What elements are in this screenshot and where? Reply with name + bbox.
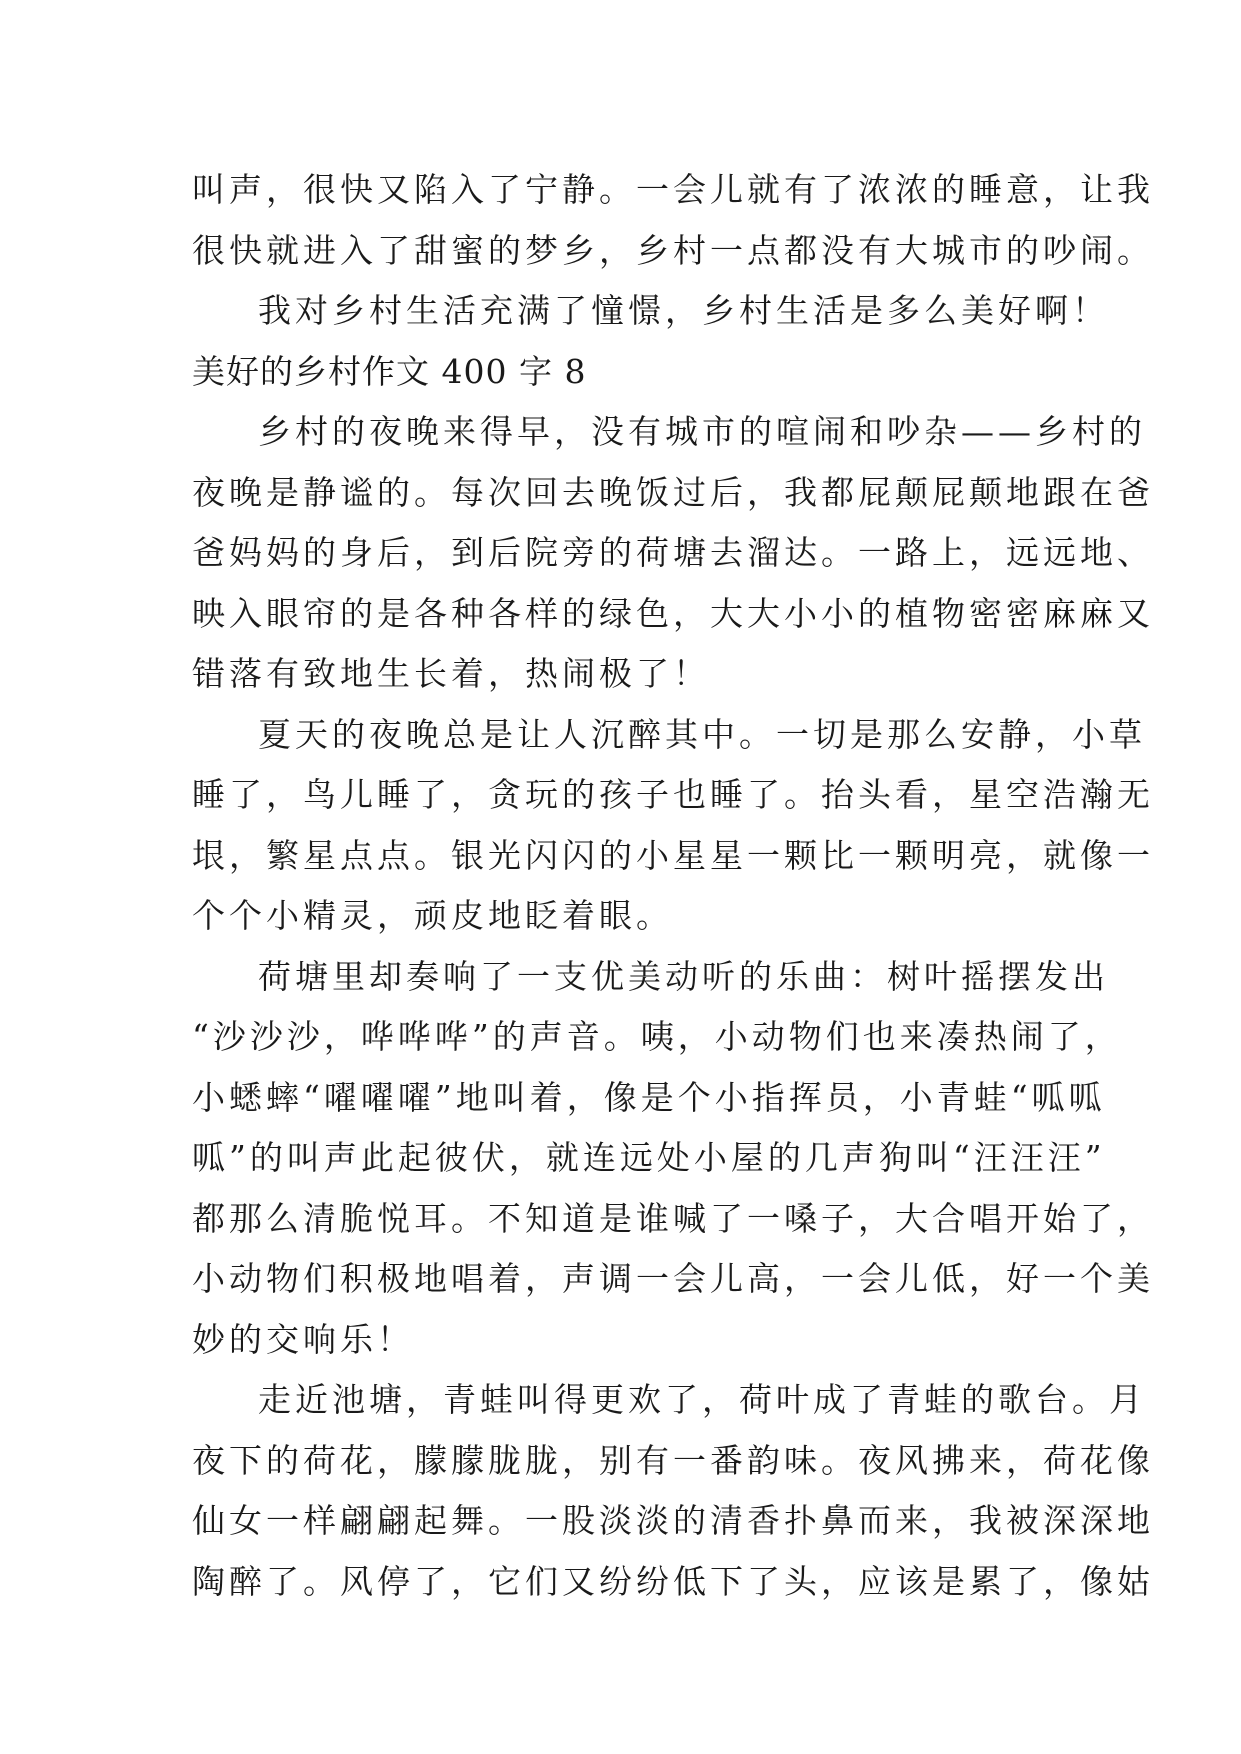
text-line: 爸妈妈的身后，到后院旁的荷塘去溜达。一路上，远远地、 bbox=[192, 533, 1154, 572]
text-line: 小蟋蟀“嚁嚁嚁”地叫着，像是个小指挥员，小青蛙“呱呱 bbox=[192, 1077, 1106, 1117]
text-line: 睡了，鸟儿睡了，贪玩的孩子也睡了。抬头看，星空浩瀚无 bbox=[192, 775, 1154, 814]
text-line: 错落有致地生长着，热闹极了！ bbox=[192, 654, 710, 693]
text-line: 垠，繁星点点。银光闪闪的小星星一颗比一颗明亮，就像一 bbox=[192, 835, 1154, 875]
paragraph-start-line: 荷塘里却奏响了一支优美动听的乐曲：树叶摇摆发出 bbox=[258, 956, 1109, 996]
text-line: 映入眼帘的是各种各样的绿色，大大小小的植物密密麻麻又 bbox=[192, 593, 1154, 633]
text-line: 仙女一样翩翩起舞。一股淡淡的清香扑鼻而来，我被深深地 bbox=[192, 1501, 1154, 1540]
section-title: 美好的乡村作文 400 字 8 bbox=[192, 351, 587, 391]
paragraph-start-line: 乡村的夜晚来得早，没有城市的喧闹和吵杂——乡村的 bbox=[258, 412, 1146, 451]
text-line: 很快就进入了甜蜜的梦乡，乡村一点都没有大城市的吵闹。 bbox=[192, 230, 1154, 270]
text-line: 夜晚是静谧的。每次回去晚饭过后，我都屁颠屁颠地跟在爸 bbox=[192, 472, 1154, 512]
text-line: 妙的交响乐！ bbox=[192, 1319, 414, 1359]
text-line: 呱”的叫声此起彼伏，就连远处小屋的几声狗叫“汪汪汪” bbox=[192, 1138, 1106, 1177]
paragraph-start-line: 走近池塘，青蛙叫得更欢了，荷叶成了青蛙的歌台。月 bbox=[258, 1380, 1146, 1419]
text-line: 都那么清脆悦耳。不知道是谁喊了一嗓子，大合唱开始了， bbox=[192, 1198, 1154, 1238]
text-line: 陶醉了。风停了，它们又纷纷低下了头，应该是累了，像姑 bbox=[192, 1561, 1154, 1601]
text-line: 小动物们积极地唱着，声调一会儿高，一会儿低，好一个美 bbox=[192, 1259, 1154, 1298]
text-line: “沙沙沙，哗哗哗”的声音。咦，小动物们也来凑热闹了， bbox=[192, 1017, 1122, 1056]
text-line: 夜下的荷花，朦朦胧胧，别有一番韵味。夜风拂来，荷花像 bbox=[192, 1440, 1154, 1480]
paragraph-start-line: 我对乡村生活充满了憧憬，乡村生活是多么美好啊！ bbox=[258, 291, 1109, 330]
text-line: 个个小精灵，顽皮地眨着眼。 bbox=[192, 896, 673, 935]
text-line: 叫声，很快又陷入了宁静。一会儿就有了浓浓的睡意，让我 bbox=[192, 170, 1154, 209]
essay-text bbox=[192, 160, 1154, 1612]
paragraph-start-line: 夏天的夜晚总是让人沉醉其中。一切是那么安静，小草 bbox=[258, 714, 1146, 754]
